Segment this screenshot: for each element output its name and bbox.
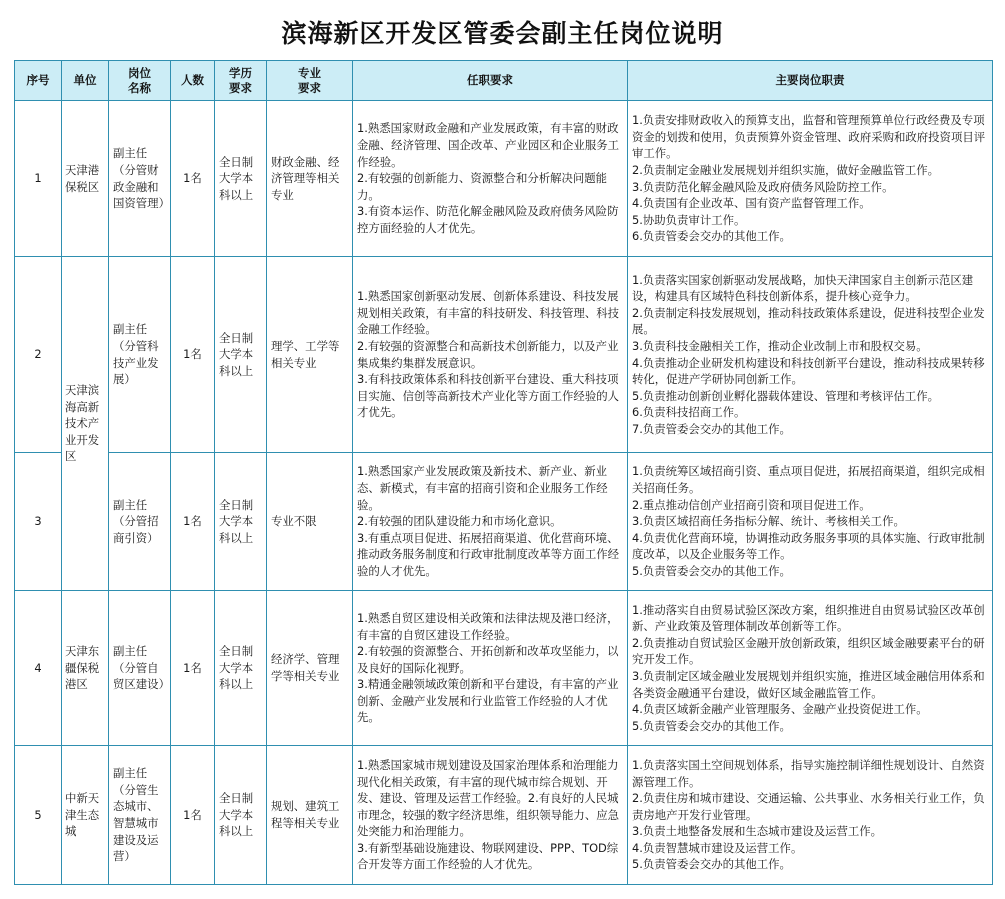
row-no: 1 <box>15 101 62 257</box>
row-count: 1名 <box>171 591 215 746</box>
row-requirements <box>353 453 628 591</box>
row-position: 副主任（分管科技产业发展） <box>109 257 171 453</box>
duty-item: 3.负责科技金融相关工作，推动企业改制上市和股权交易。 <box>632 338 928 353</box>
row-major: 经济学、管理学等相关专业 <box>267 591 353 746</box>
duty-item: 6.负责管委会交办的其他工作。 <box>632 229 791 244</box>
header-position: 岗位名称 <box>109 61 171 101</box>
header-requirements: 任职要求 <box>353 61 628 101</box>
row-count: 1名 <box>171 101 215 257</box>
header-major: 专业要求 <box>267 61 353 101</box>
requirement-item: 3.有资本运作、防范化解金融风险及政府债务风险防控方面经验的人才优先。 <box>357 204 619 235</box>
duty-item: 5.协助负责审计工作。 <box>632 212 746 227</box>
row-education: 全日制大学本科以上 <box>215 591 267 746</box>
duty-item: 3.负责土地整备发展和生态城市建设及运营工作。 <box>632 824 883 839</box>
requirement-item: 1.熟悉国家财政金融和产业发展政策，有丰富的财政金融、经济管理、国企改革、产业园区和企业服务工作经验。 <box>357 121 619 169</box>
requirement-item: 1.熟悉国家城市规划建设及国家治理体系和治理能力现代化相关政策，有丰富的现代城市综合规划、开发、建设、管理及运营工作经验。2.有良好的人民城市理念，较强的数字经济思维，组织领导能力、应急处突能力和治理能力。 <box>357 757 619 839</box>
table-row <box>15 746 993 885</box>
duty-item: 3.负责防范化解金融风险及政府债务风险防控工作。 <box>632 179 894 194</box>
row-no: 4 <box>15 591 62 746</box>
table-row <box>15 591 993 746</box>
row-education: 全日制大学本科以上 <box>215 746 267 885</box>
row-position: 副主任（分管生态城市、智慧城市建设及运营） <box>109 746 171 885</box>
row-position: 副主任（分管财政金融和国资管理） <box>109 101 171 257</box>
header-unit: 单位 <box>62 61 109 101</box>
row-duties <box>628 591 993 746</box>
row-education: 全日制大学本科以上 <box>215 453 267 591</box>
row-no: 3 <box>15 453 62 591</box>
row-duties <box>628 101 993 257</box>
row-duties <box>628 453 993 591</box>
row-count: 1名 <box>171 746 215 885</box>
duty-item: 2.负责制定金融业发展规划并组织实施，做好金融监管工作。 <box>632 162 940 177</box>
row-duties <box>628 746 993 885</box>
duty-item: 1.负责安排财政收入的预算支出，监督和管理预算单位行政经费及专项资金的划拨和使用，负责预算外资金管理、政府采购和政府投资项目评审工作。 <box>632 113 986 161</box>
duty-item: 5.负责管委会交办的其他工作。 <box>632 718 791 733</box>
header-duties: 主要岗位职责 <box>628 61 993 101</box>
row-major: 专业不限 <box>267 453 353 591</box>
requirement-item: 3.有重点项目促进、拓展招商渠道、优化营商环境、推动政务服务制度和行政审批制度改革等方面工作经验的人才优先。 <box>357 530 619 578</box>
table-header-row <box>15 61 993 101</box>
requirement-item: 3.有科技政策体系和科技创新平台建设、重大科技项目实施、信创等高新技术产业化等方面工作经验的人才优先。 <box>357 372 619 420</box>
row-requirements <box>353 101 628 257</box>
duty-item: 1.负责落实国家创新驱动发展战略，加快天津国家自主创新示范区建设，构建具有区域特色科技创新体系，提升核心竞争力。 <box>632 272 974 304</box>
header-education: 学历要求 <box>215 61 267 101</box>
duty-item: 3.负责制定区域金融业发展规划并组织实施，推进区域金融信用体系和各类资金融通平台建设，做好区域金融监管工作。 <box>632 669 985 700</box>
row-unit: 中新天津生态城 <box>62 746 109 885</box>
duty-item: 2.重点推动信创产业招商引资和项目促进工作。 <box>632 497 871 512</box>
duty-item: 5.负责推动创新创业孵化器载体建设、管理和考核评估工作。 <box>632 388 940 403</box>
row-major: 规划、建筑工程等相关专业 <box>267 746 353 885</box>
header-count: 人数 <box>171 61 215 101</box>
duty-item: 4.负责智慧城市建设及运营工作。 <box>632 840 803 855</box>
duty-item: 7.负责管委会交办的其他工作。 <box>632 421 791 436</box>
page-title: 滨海新区开发区管委会副主任岗位说明 <box>281 19 724 48</box>
requirement-item: 3.精通金融领域政策创新和平台建设，有丰富的产业创新、金融产业发展和行业监管工作经验的人才优先。 <box>357 677 619 725</box>
row-position: 副主任（分管自贸区建设） <box>109 591 171 746</box>
requirement-item: 1.熟悉国家创新驱动发展、创新体系建设、科技发展规划相关政策，有丰富的科技研发、科技管理、科技金融工作经验。 <box>357 289 619 337</box>
row-education: 全日制大学本科以上 <box>215 257 267 453</box>
row-requirements <box>353 591 628 746</box>
duty-item: 5.负责管委会交办的其他工作。 <box>632 857 791 872</box>
position-table <box>14 60 993 885</box>
row-requirements <box>353 257 628 453</box>
duty-item: 4.负责推动企业研发机构建设和科技创新平台建设，推动科技成果转移转化，促进产学研协同创新工作。 <box>632 355 985 387</box>
row-no: 2 <box>15 257 62 453</box>
row-major: 理学、工学等相关专业 <box>267 257 353 453</box>
duty-item: 4.负责区域新金融产业管理服务、金融产业投资促进工作。 <box>632 702 928 717</box>
duty-item: 5.负责管委会交办的其他工作。 <box>632 563 791 578</box>
row-count: 1名 <box>171 453 215 591</box>
duty-item: 3.负责区域招商任务指标分解、统计、考核相关工作。 <box>632 514 905 529</box>
duty-item: 1.负责统筹区域招商引资、重点项目促进，拓展招商渠道，组织完成相关招商任务。 <box>632 464 985 496</box>
row-position: 副主任（分管招商引资） <box>109 453 171 591</box>
duty-item: 1.推动落实自由贸易试验区深改方案，组织推进自由贸易试验区改革创新、产业政策及管理体制改革创新等工作。 <box>632 602 985 634</box>
table-row <box>15 257 993 453</box>
row-count: 1名 <box>171 257 215 453</box>
row-requirements <box>353 746 628 885</box>
table-row <box>15 101 993 257</box>
row-major: 财政金融、经济管理等相关专业 <box>267 101 353 257</box>
requirement-item: 1.熟悉国家产业发展政策及新技术、新产业、新业态、新模式，有丰富的招商引资和企业服务工作经验。 <box>357 464 608 512</box>
row-no: 5 <box>15 746 62 885</box>
table-row <box>15 453 993 591</box>
duty-item: 2.负责推动自贸试验区金融开放创新政策，组织区域金融要素平台的研究开发工作。 <box>632 635 985 667</box>
row-unit: 天津港保税区 <box>62 101 109 257</box>
duty-item: 2.负责制定科技发展规划，推动科技政策体系建设，促进科技型企业发展。 <box>632 305 985 337</box>
requirement-item: 1.熟悉自贸区建设相关政策和法律法规及港口经济，有丰富的自贸区建设工作经验。 <box>357 610 619 642</box>
requirement-item: 2.有较强的资源整合和高新技术创新能力，以及产业集成集约集群发展意识。 <box>357 338 619 370</box>
row-education: 全日制大学本科以上 <box>215 101 267 257</box>
requirement-item: 3.有新型基础设施建设、物联网建设、PPP、TOD综合开发等方面工作经验的人才优先。 <box>357 840 619 872</box>
row-unit: 天津滨海高新技术产业开发区 <box>62 257 109 591</box>
duty-item: 6.负责科技招商工作。 <box>632 405 746 420</box>
requirement-item: 2.有较强的团队建设能力和市场化意识。 <box>357 514 562 529</box>
row-duties <box>628 257 993 453</box>
requirement-item: 2.有较强的资源整合、开拓创新和改革攻坚能力，以及良好的国际化视野。 <box>357 644 619 675</box>
header-no: 序号 <box>15 61 62 101</box>
requirement-item: 2.有较强的创新能力、资源整合和分析解决问题能力。 <box>357 171 608 202</box>
duty-item: 4.负责国有企业改革、国有资产监督管理工作。 <box>632 196 871 211</box>
duty-item: 4.负责优化营商环境，协调推动政务服务事项的具体实施、行政审批制度改革，以及企业服务等工作。 <box>632 530 985 562</box>
duty-item: 1.负责落实国土空间规划体系，指导实施控制详细性规划设计、自然资源管理工作。 <box>632 757 985 789</box>
duty-item: 2.负责住房和城市建设、交通运输、公共事业、水务相关行业工作，负责房地产开发行业管理。 <box>632 791 985 822</box>
row-unit: 天津东疆保税港区 <box>62 591 109 746</box>
